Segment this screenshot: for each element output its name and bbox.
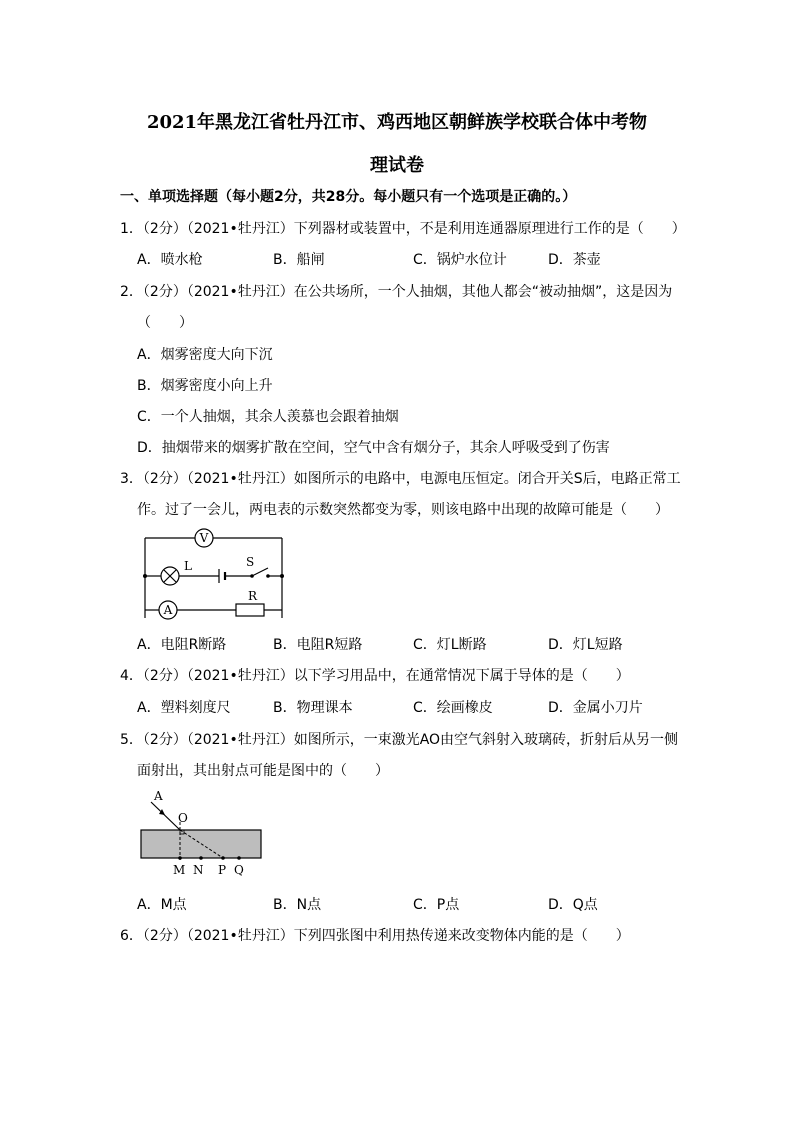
question-2-option-c: C．一个人抽烟，其余人羡慕也会跟着抽烟 (137, 409, 399, 425)
voltmeter-label: V (199, 531, 209, 545)
question-3-option-d: D．灯L短路 (548, 637, 623, 653)
question-1-option-b: B．船闸 (273, 252, 325, 268)
lamp-label: L (184, 559, 192, 573)
question-5-option-d: D．Q点 (548, 897, 598, 913)
point-q-label: Q (234, 863, 244, 877)
question-4-stem: 4．（2分）（2021•牡丹江）以下学习用品中，在通常情况下属于导体的是（ ） (120, 668, 630, 684)
question-6-stem: 6．（2分）（2021•牡丹江）下列四张图中利用热传递来改变物体内能的是（ ） (120, 928, 630, 944)
question-3-stem-line1: 3．（2分）（2021•牡丹江）如图所示的电路中，电源电压恒定。闭合开关S后，电路正常工 (120, 471, 681, 487)
question-2-stem-line2: （ ） (137, 315, 193, 331)
point-p-label: P (218, 863, 227, 877)
question-4-option-c: C．绘画橡皮 (413, 700, 493, 716)
resistor-label: R (248, 589, 258, 603)
question-2-stem-line1: 2．（2分）（2021•牡丹江）在公共场所，一个人抽烟，其他人都会“被动抽烟”，这是因为 (120, 284, 673, 300)
question-5-option-a: A．M点 (137, 897, 187, 913)
exam-title-line2: 理试卷 (370, 155, 424, 176)
point-m-label: M (173, 863, 186, 877)
question-2-option-b: B．烟雾密度小向上升 (137, 378, 273, 394)
question-4-option-b: B．物理课本 (273, 700, 353, 716)
question-1-option-c: C．锅炉水位计 (413, 252, 507, 268)
question-3-stem-line2: 作。过了一会儿，两电表的示数突然都变为零，则该电路中出现的故障可能是（ ） (137, 502, 669, 518)
exam-title-line1: 2021年黑龙江省牡丹江市、鸡西地区朝鲜族学校联合体中考物 (146, 112, 648, 133)
switch-label: S (246, 555, 255, 569)
question-2-option-a: A．烟雾密度大向下沉 (137, 347, 273, 363)
question-4-option-a: A．塑料刻度尺 (137, 700, 231, 716)
circuit-diagram (140, 526, 300, 626)
question-1-stem: 1．（2分）（2021•牡丹江）下列器材或装置中，不是利用连通器原理进行工作的是（ ） (120, 221, 686, 237)
refraction-diagram (135, 788, 275, 878)
question-1-option-d: D．茶壶 (548, 252, 601, 268)
question-3-option-a: A．电阻R断路 (137, 637, 227, 653)
question-5-stem-line2: 面射出，其出射点可能是图中的（ ） (137, 763, 389, 779)
question-3-option-c: C．灯L断路 (413, 637, 487, 653)
section-heading: 一、单项选择题（每小题2分，共28分。每小题只有一个选项是正确的。） (120, 189, 577, 205)
ammeter-label: A (163, 603, 173, 617)
question-4-option-d: D．金属小刀片 (548, 700, 643, 716)
question-5-stem-line1: 5．（2分）（2021•牡丹江）如图所示，一束激光AO由空气斜射入玻璃砖，折射后从另一侧 (120, 732, 679, 748)
question-5-option-c: C．P点 (413, 897, 460, 913)
point-n-label: N (193, 863, 204, 877)
question-3-option-b: B．电阻R短路 (273, 637, 363, 653)
question-5-option-b: B．N点 (273, 897, 322, 913)
point-o-label: O (178, 811, 188, 825)
question-2-option-d: D．抽烟带来的烟雾扩散在空间，空气中含有烟分子，其余人呼吸受到了伤害 (137, 440, 610, 456)
point-a-label: A (154, 789, 163, 803)
question-1-option-a: A．喷水枪 (137, 252, 203, 268)
